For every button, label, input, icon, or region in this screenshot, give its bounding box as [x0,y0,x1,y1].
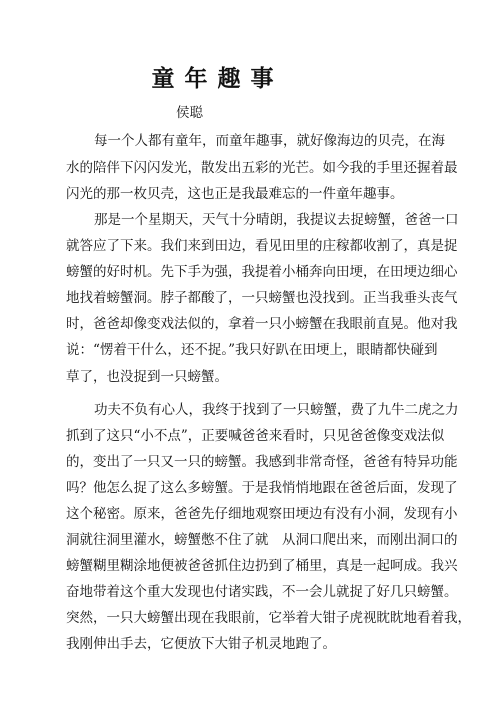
paragraph-2-line-2: 就答应了下来。我们来到田边，看见田里的庄稼都收割了，真是捉 [66,238,458,254]
paragraph-2-line-5: 时，爸爸却像变戏法似的，拿着一只小螃蟹在我眼前直晃。他对我 [66,316,458,332]
paragraph-3-line-9: 突然，一只大螃蟹出现在我眼前，它举着大钳子虎视眈眈地看着我， [66,610,471,626]
paragraph-3-line-4: 吗？他怎么捉了这么多螃蟹。于是我悄悄地跟在爸爸后面，发现了 [66,480,458,496]
paragraph-1-line-2: 水的陪伴下闪闪发光，散发出五彩的光芒。如今我的手里还握着最 [66,160,458,176]
paragraph-2-line-1: 那是一个星期天，天气十分晴朗，我提议去捉螃蟹，爸爸一口 [94,212,459,228]
paragraph-3-line-8: 奋地带着这个重大发现也付诸实践，不一会儿就捉了好几只螃蟹。 [66,584,458,600]
paragraph-1-line-1: 每一个人都有童年，而童年趣事，就好像海边的贝壳，在海 [94,133,445,149]
paragraph-3-line-6: 洞就往洞里灌水，螃蟹憋不住了就 从洞口爬出来，而刚出洞口的 [66,532,458,548]
paragraph-3-line-3: 的，变出了一只又一只的螃蟹。我感到非常奇怪，爸爸有特异功能 [66,454,458,470]
paragraph-1-line-3: 闪光的那一枚贝壳，这也正是我最难忘的一件童年趣事。 [66,186,404,202]
paragraph-3-line-7: 螃蟹糊里糊涂地便被爸爸抓住边扔到了桶里，真是一起呵成。我兴 [66,558,458,574]
paragraph-3-line-5: 这个秘密。原来，爸爸先仔细地观察田埂边有没有小洞，发现有小 [66,506,458,522]
paragraph-3-line-1: 功夫不负有心人，我终于找到了一只螃蟹，费了九牛二虎之力 [94,402,459,418]
document-title: 童年趣事 [151,65,284,92]
paragraph-2-line-3: 螃蟹的好时机。先下手为强，我提着小桶奔向田埂，在田埂边细心 [66,264,458,280]
paragraph-3-line-2: 抓到了这只“小不点”，正要喊爸爸来看时，只见爸爸像变戏法似 [66,428,445,444]
author-name: 侯聪 [176,105,203,121]
paragraph-2-line-7: 草了，也没捉到一只螃蟹。 [66,369,228,385]
paragraph-3-line-10: 我刚伸出手去，它便放下大钳子机灵地跑了。 [66,636,336,652]
paragraph-2-line-4: 地找着螃蟹洞。脖子都酸了，一只螃蟹也没找到。正当我垂头丧气 [66,290,458,306]
paragraph-2-line-6: 说：“愣着干什么，还不捉。”我只好趴在田埂上，眼睛都快碰到 [66,342,438,358]
